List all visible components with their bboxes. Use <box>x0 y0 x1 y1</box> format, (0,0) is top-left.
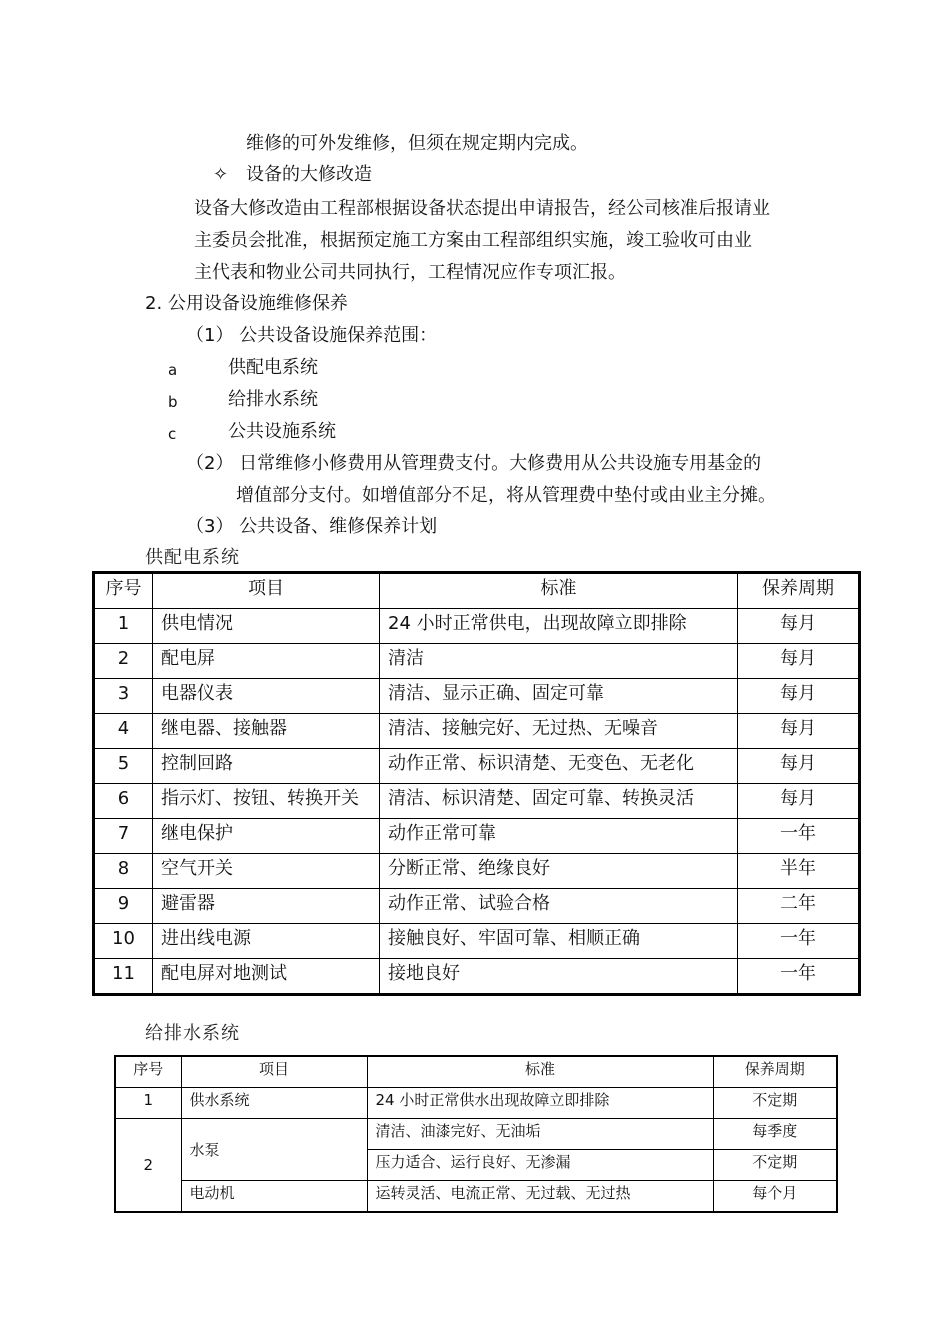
cell-standard: 清洁、标识清楚、固定可靠、转换灵活 <box>380 784 738 819</box>
cell-standard: 动作正常、试验合格 <box>380 889 738 924</box>
table-header-row <box>115 1056 837 1088</box>
paragraph-line: 维修的可外发维修，但须在规定期内完成。 <box>246 133 588 154</box>
table-row <box>94 819 860 854</box>
cell-period: 半年 <box>738 854 860 889</box>
cell-no: 10 <box>94 924 153 959</box>
power-supply-table <box>92 571 861 996</box>
header-cell: 项目 <box>153 573 380 609</box>
table-caption: 供配电系统 <box>145 547 240 568</box>
cell-item: 供电情况 <box>153 609 380 644</box>
header-cell: 保养周期 <box>738 573 860 609</box>
cell-standard: 动作正常可靠 <box>380 819 738 854</box>
cell-period: 每月 <box>738 679 860 714</box>
cell-period: 每个月 <box>713 1181 837 1213</box>
cell-item: 继电器、接触器 <box>153 714 380 749</box>
water-supply-table <box>114 1055 838 1213</box>
cell-no: 9 <box>94 889 153 924</box>
header-cell: 标准 <box>380 573 738 609</box>
cell-period: 二年 <box>738 889 860 924</box>
cell-period: 每季度 <box>713 1119 837 1150</box>
section-heading: 2. 公用设备设施维修保养 <box>145 293 348 314</box>
table-row <box>94 679 860 714</box>
paragraph-line: 设备大修改造由工程部根据设备状态提出申请报告，经公司核准后报请业 <box>194 198 770 219</box>
cell-standard: 清洁、显示正确、固定可靠 <box>380 679 738 714</box>
cell-no: 8 <box>94 854 153 889</box>
cell-item: 配电屏 <box>153 644 380 679</box>
header-cell: 项目 <box>181 1056 367 1088</box>
subsection-heading: （3） 公共设备、维修保养计划 <box>186 516 438 537</box>
table-row <box>115 1181 837 1213</box>
cell-item: 指示灯、按钮、转换开关 <box>153 784 380 819</box>
list-item: 给排水系统 <box>228 389 318 410</box>
cell-item: 继电保护 <box>153 819 380 854</box>
cell-item: 进出线电源 <box>153 924 380 959</box>
table-row <box>115 1119 837 1150</box>
paragraph-line: 主委员会批准，根据预定施工方案由工程部组织实施，竣工验收可由业 <box>194 230 752 251</box>
cell-item: 电动机 <box>181 1181 367 1213</box>
header-cell: 保养周期 <box>713 1056 837 1088</box>
cell-standard: 24 小时正常供电，出现故障立即排除 <box>380 609 738 644</box>
cell-item: 控制回路 <box>153 749 380 784</box>
header-cell: 序号 <box>94 573 153 609</box>
list-marker: a <box>168 361 178 379</box>
cell-item: 配电屏对地测试 <box>153 959 380 995</box>
cell-period: 每月 <box>738 749 860 784</box>
list-marker: b <box>168 393 178 411</box>
cell-period: 一年 <box>738 959 860 995</box>
cell-no: 2 <box>94 644 153 679</box>
diamond-bullet-icon: ✧ <box>213 164 229 185</box>
cell-no: 3 <box>94 679 153 714</box>
cell-period: 每月 <box>738 609 860 644</box>
cell-no: 7 <box>94 819 153 854</box>
table-row <box>94 749 860 784</box>
table-row <box>94 889 860 924</box>
cell-standard: 清洁、接触完好、无过热、无噪音 <box>380 714 738 749</box>
cell-period: 每月 <box>738 784 860 819</box>
table-header-row <box>94 573 860 609</box>
cell-no: 6 <box>94 784 153 819</box>
table-caption: 给排水系统 <box>145 1023 240 1044</box>
subsection-heading: （1） 公共设备设施保养范围： <box>186 325 438 346</box>
cell-period: 每月 <box>738 644 860 679</box>
cell-no: 1 <box>115 1088 181 1119</box>
cell-item: 水泵 <box>181 1119 367 1181</box>
cell-no: 4 <box>94 714 153 749</box>
cell-standard: 清洁 <box>380 644 738 679</box>
table-row <box>94 924 860 959</box>
table-row <box>94 714 860 749</box>
cell-standard: 动作正常、标识清楚、无变色、无老化 <box>380 749 738 784</box>
paragraph-line: 增值部分支付。如增值部分不足，将从管理费中垫付或由业主分摊。 <box>236 485 776 506</box>
table-row <box>94 959 860 995</box>
cell-item: 电器仪表 <box>153 679 380 714</box>
cell-period: 不定期 <box>713 1150 837 1181</box>
table-row <box>94 784 860 819</box>
paragraph-line: 主代表和物业公司共同执行，工程情况应作专项汇报。 <box>194 262 626 283</box>
paragraph-line: （2） 日常维修小修费用从管理费支付。大修费用从公共设施专用基金的 <box>186 453 762 474</box>
cell-standard: 24 小时正常供水出现故障立即排除 <box>367 1088 713 1119</box>
cell-item: 空气开关 <box>153 854 380 889</box>
cell-period: 不定期 <box>713 1088 837 1119</box>
list-marker: c <box>168 425 177 443</box>
cell-standard: 接地良好 <box>380 959 738 995</box>
list-item: 供配电系统 <box>228 357 318 378</box>
list-item: 公共设施系统 <box>228 421 336 442</box>
cell-no: 2 <box>115 1119 181 1213</box>
header-cell: 序号 <box>115 1056 181 1088</box>
subheading: 设备的大修改造 <box>246 164 372 185</box>
cell-standard: 分断正常、绝缘良好 <box>380 854 738 889</box>
table-row <box>94 644 860 679</box>
cell-no: 1 <box>94 609 153 644</box>
cell-period: 每月 <box>738 714 860 749</box>
table-row <box>94 854 860 889</box>
cell-standard: 清洁、油漆完好、无油垢 <box>367 1119 713 1150</box>
cell-period: 一年 <box>738 819 860 854</box>
cell-no: 11 <box>94 959 153 995</box>
cell-item: 避雷器 <box>153 889 380 924</box>
cell-standard: 运转灵活、电流正常、无过载、无过热 <box>367 1181 713 1213</box>
cell-standard: 压力适合、运行良好、无渗漏 <box>367 1150 713 1181</box>
header-cell: 标准 <box>367 1056 713 1088</box>
table-row <box>115 1088 837 1119</box>
cell-period: 一年 <box>738 924 860 959</box>
cell-no: 5 <box>94 749 153 784</box>
cell-item: 供水系统 <box>181 1088 367 1119</box>
table-row <box>94 609 860 644</box>
cell-standard: 接触良好、牢固可靠、相顺正确 <box>380 924 738 959</box>
